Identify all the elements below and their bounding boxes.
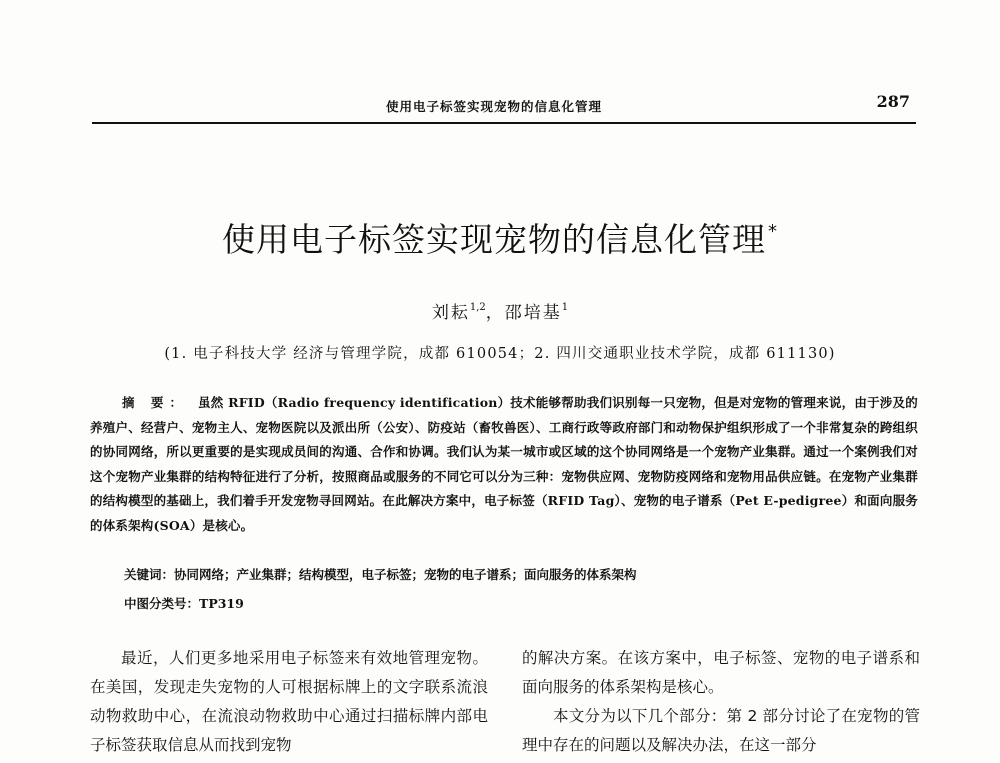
- page-number: 287: [876, 92, 910, 111]
- title-footnote-mark: *: [768, 221, 778, 243]
- abstract: [90, 391, 918, 538]
- paper-title: [0, 214, 1000, 261]
- body-paragraph: 的解决方案。在该方案中，电子标签、宠物的电子谱系和面向服务的体系架构是核心。: [522, 649, 920, 696]
- keywords: [124, 565, 884, 585]
- keywords-label: 关键词：: [124, 567, 175, 582]
- body-paragraph: 最近，人们更多地采用电子标签来有效地管理宠物。在美国，发现走失宠物的人可根据标牌上的文字联系流浪动物救助中心，在流浪动物救助中心通过扫描标牌内部电子标签获取信息从而找到宠物: [90, 649, 488, 754]
- keywords-text: 协同网络；产业集群；结构模型，电子标签；宠物的电子谱系；面向服务的体系架构: [174, 567, 637, 582]
- classification-label: 中图分类号：: [124, 596, 200, 611]
- running-title: 使用电子标签实现宠物的信息化管理: [386, 99, 603, 114]
- paper-title-text: 使用电子标签实现宠物的信息化管理: [222, 220, 766, 260]
- abstract-label: 摘 要：: [122, 395, 189, 410]
- author-affiliation-mark: 1,2: [469, 302, 486, 313]
- classification-value: TP319: [199, 596, 244, 611]
- abstract-text: 虽然 RFID（Radio frequency identification）技术能够帮助我们识别每一只宠物，但是对宠物的管理来说，由于涉及的养殖户、经营户、宠物主人、宠物医院以及派出所（公安）、防疫站（畜牧兽医）、工商行政等政府部门和动物保护组织形成了一个非常复杂的跨组织的协同网络，所以更重要的是实现成员间的沟通、合作和协调。我们认为某一城市或区域的这个协同网络是一个宠物产业集群。通过一个案例我们对这个宠物产业集群的结构特征进行了分析，按照商品或服务的不同它可以分为三种：宠物供应网、宠物防疫网络和宠物用品供应链。在宠物产业集群的结构模型的基础上，我们着手开发宠物寻回网站。在此解决方案中，电子标签（RFID Tag）、宠物的电子谱系（Pet E-pedigree）和面向服务的体系架构(SOA）是核心。: [90, 395, 918, 533]
- author-separator: ，: [485, 303, 505, 323]
- author-name: 邵培基: [504, 303, 562, 323]
- body-left-column: [90, 644, 488, 760]
- author-name: 刘耘: [431, 303, 470, 323]
- body-right-column: [522, 644, 920, 760]
- running-header: [92, 90, 916, 124]
- body-paragraph: 本文分为以下几个部分：第 2 部分讨论了在宠物的管理中存在的问题以及解决办法，在这一部分: [522, 707, 920, 754]
- classification-number: [124, 594, 884, 614]
- author-affiliation-mark: 1: [561, 302, 569, 313]
- author-list: [0, 298, 1000, 323]
- affiliations: (1. 电子科技大学 经济与管理学院，成都 610054；2. 四川交通职业技术学院，成都 611130): [164, 346, 836, 362]
